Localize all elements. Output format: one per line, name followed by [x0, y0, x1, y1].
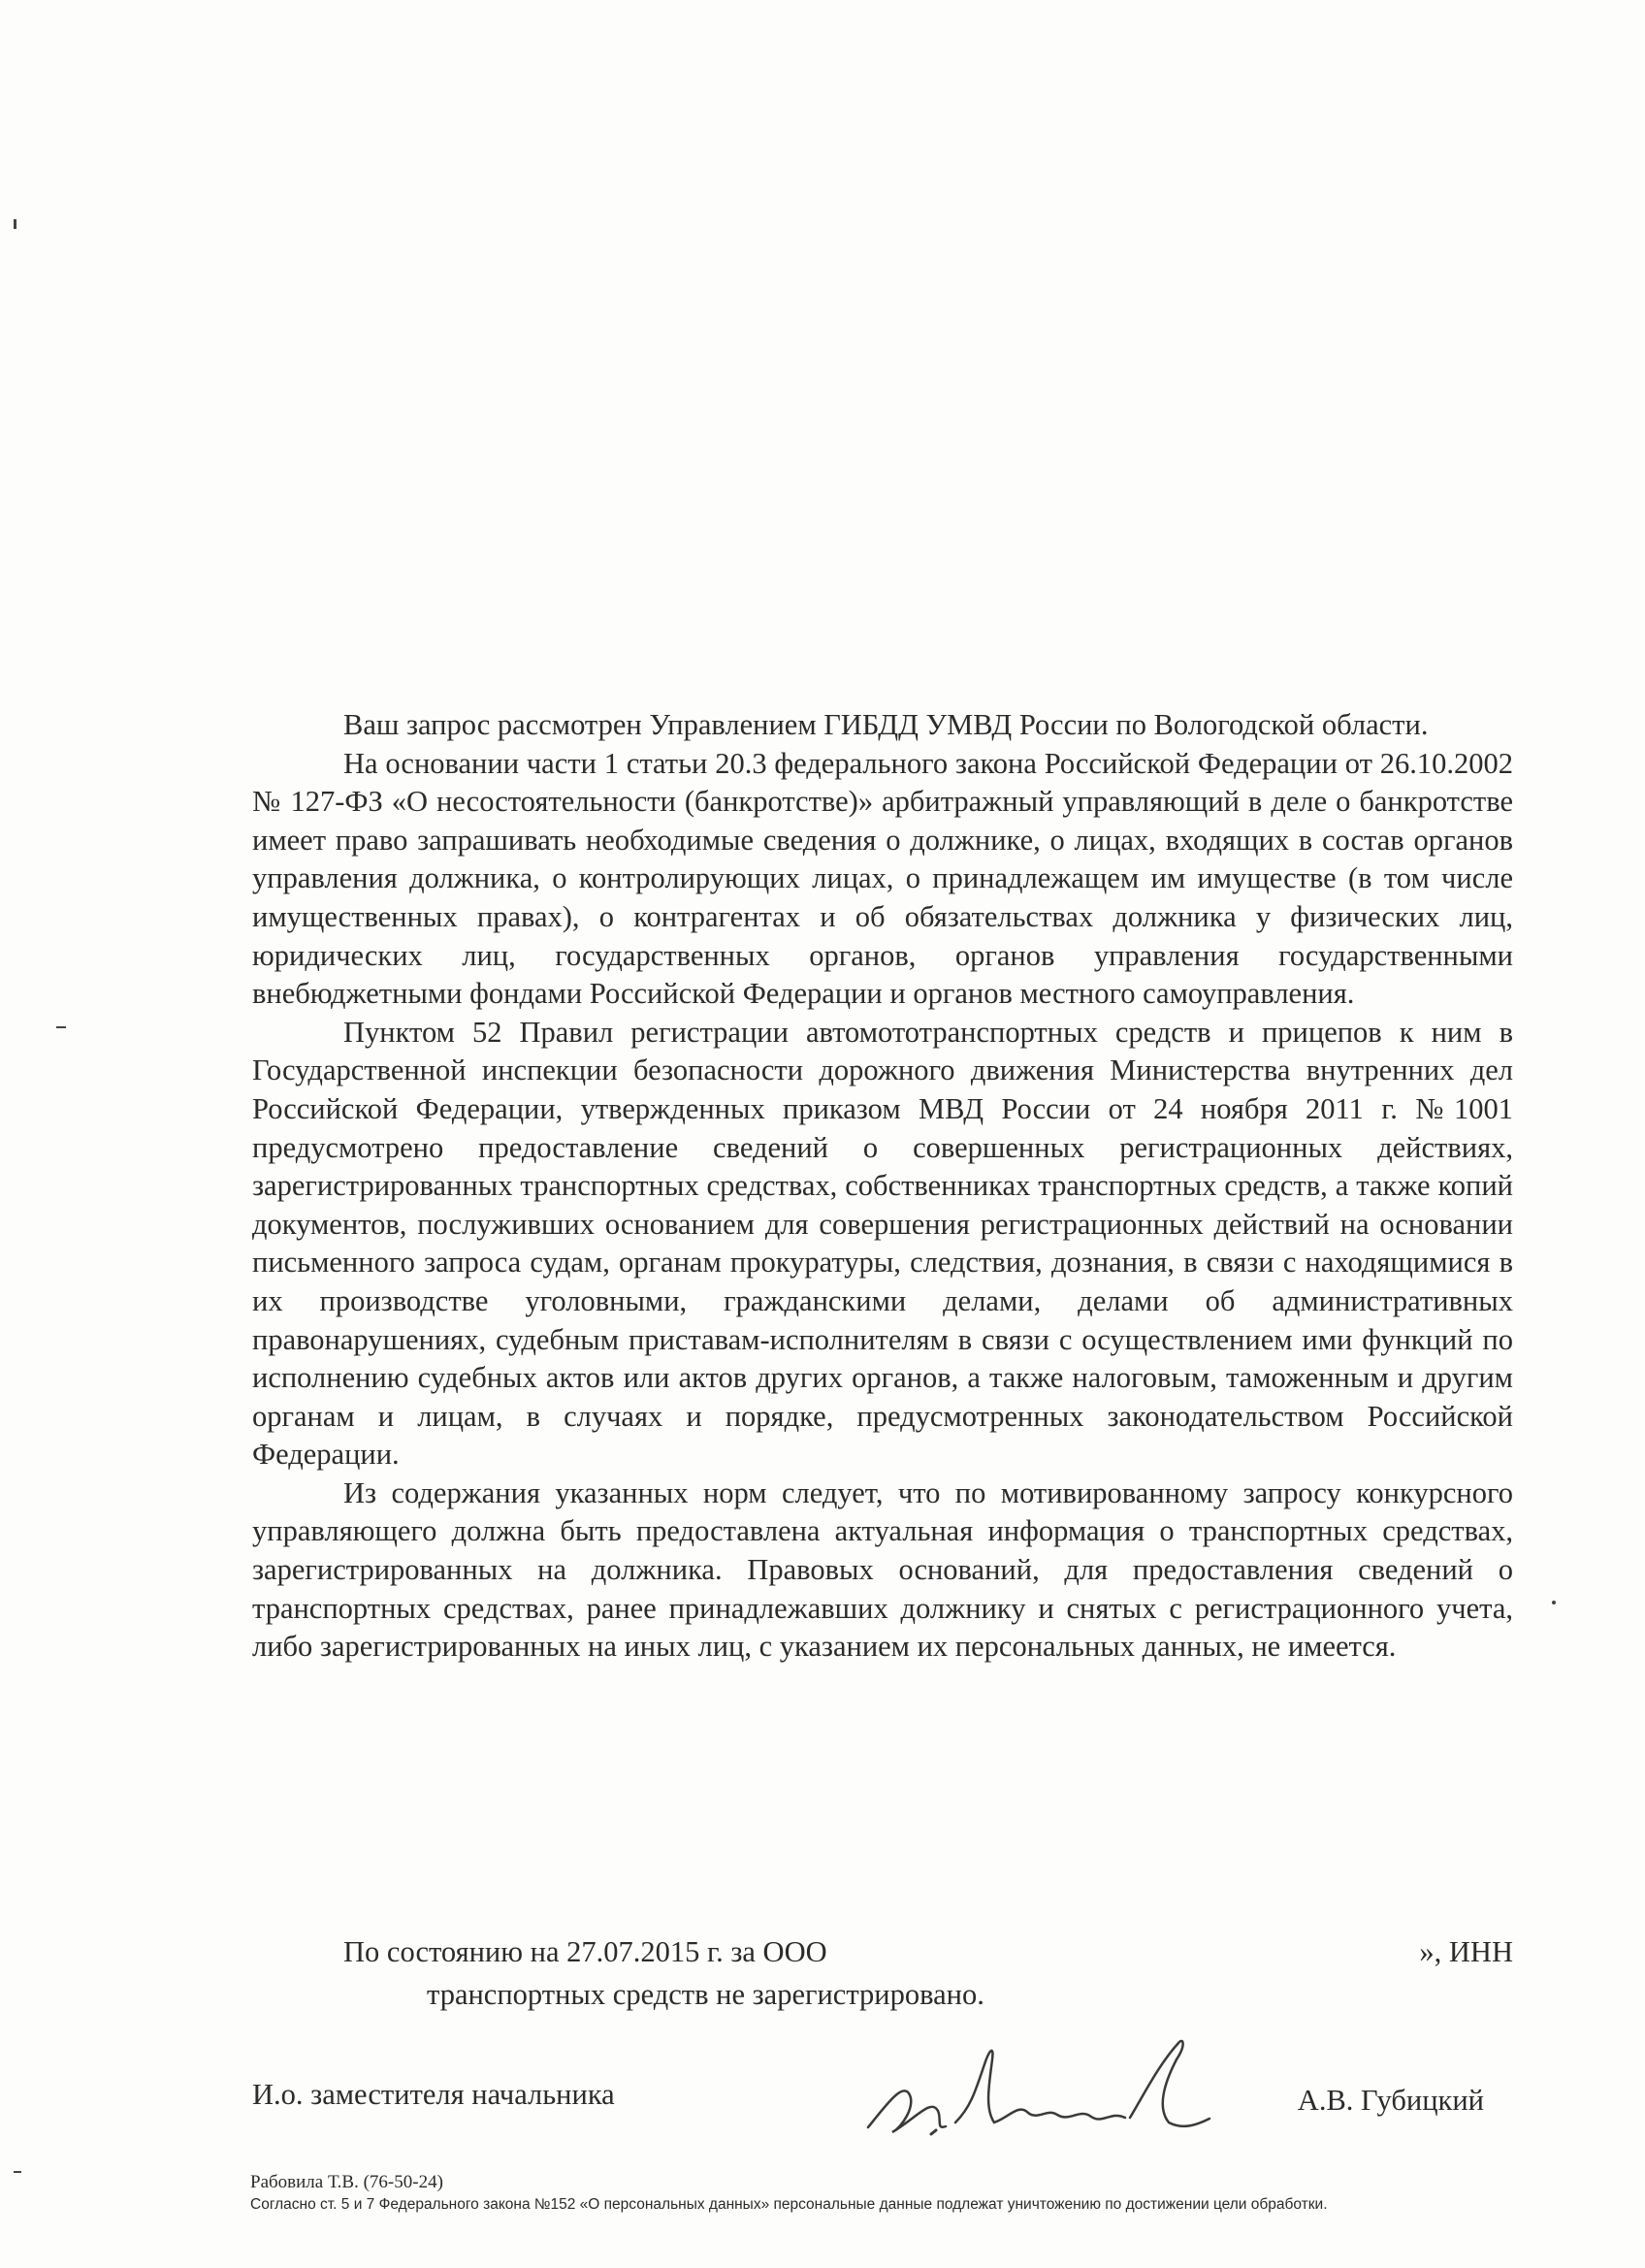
- scan-artifact-mark: [14, 219, 16, 229]
- paragraph-conclusion: Из содержания указанных норм следует, что по мотивированному запросу конкурсного управляющего должна быть предоставлена актуальная информация о транспортных средствах, зарегистрированных на должника. Правовых оснований, для предоставления сведений о транспортных средствах, ранее принадлежавших должнику и снятых с регистрационного учета, либо зарегистрированных на иных лиц, с указанием их персональных данных, не имеется.: [252, 1475, 1513, 1664]
- closing-line-left: По состоянию на 27.07.2015 г. за ООО: [343, 1935, 827, 1968]
- signature-block: [252, 2064, 1513, 2152]
- closing-line-company: [252, 1930, 1513, 1973]
- personal-data-notice: Согласно ст. 5 и 7 Федерального закона №152 «О персональных данных» персональные данные подлежат уничтожению по достижении цели обработки.: [250, 2196, 1328, 2213]
- scan-artifact-mark: [1552, 1601, 1556, 1604]
- paragraph-request-reviewed: Ваш запрос рассмотрен Управлением ГИБДД УМВД России по Вологодской области.: [343, 708, 1429, 741]
- scan-artifact-mark: [56, 1026, 66, 1028]
- letter-footer: [250, 2171, 1511, 2216]
- letter-body: [252, 706, 1513, 1667]
- handwritten-signature: [849, 2025, 1217, 2152]
- signatory-title: И.о. заместителя начальника: [252, 2078, 615, 2111]
- paragraph-legal-basis-bankruptcy: На основании части 1 статьи 20.3 федерального закона Российской Федерации от 26.10.2002 № 127-ФЗ «О несостоятельности (банкротстве)» арбитражный управляющий в деле о банкротстве имеет право запрашивать необходимые сведения о должнике, о лицах, входящих в состав органов управления должника, о контролирующих лицах, о принадлежащем им имуществе (в том числе имущественных правах), о контрагентах и об обязательствах должника у физических лиц, юридических лиц, государственных органов, органов управления государственными внебюджетными фондами Российской Федерации и органов местного самоуправления.: [252, 746, 1513, 1011]
- closing-line-inn: », ИНН: [1419, 1935, 1513, 1968]
- closing-statement: [252, 1930, 1513, 2016]
- signatory-name: А.В. Губицкий: [1297, 2084, 1484, 2117]
- executor-contact: Рабовила Т.В. (76-50-24): [250, 2172, 443, 2192]
- closing-line-result: транспортных средств не зарегистрировано.: [427, 1978, 984, 2011]
- paragraph-registration-rules: Пунктом 52 Правил регистрации автомототранспортных средств и прицепов к ним в Государственной инспекции безопасности дорожного движения Министерства внутренних дел Российской Федерации, утвержденных приказом МВД России от 24 ноября 2011 г. №1001 предусмотрено предоставление сведений о совершенных регистрационных действиях, зарегистрированных транспортных средствах, собственниках транспортных средств, а также копий документов, послуживших основанием для совершения регистрационных действий на основании письменного запроса судам, органам прокуратуры, следствия, дознания, в связи с находящимися в их производстве уголовными, гражданскими делами, делами об административных правонарушениях, судебным приставам-исполнителям в связи с осуществлением ими функций по исполнению судебных актов или актов других органов, а также налоговым, таможенным и другим органам и лицам, в случаях и порядке, предусмотренных законодательством Российской Федерации.: [252, 1015, 1513, 1472]
- scan-artifact-mark: [14, 2171, 21, 2173]
